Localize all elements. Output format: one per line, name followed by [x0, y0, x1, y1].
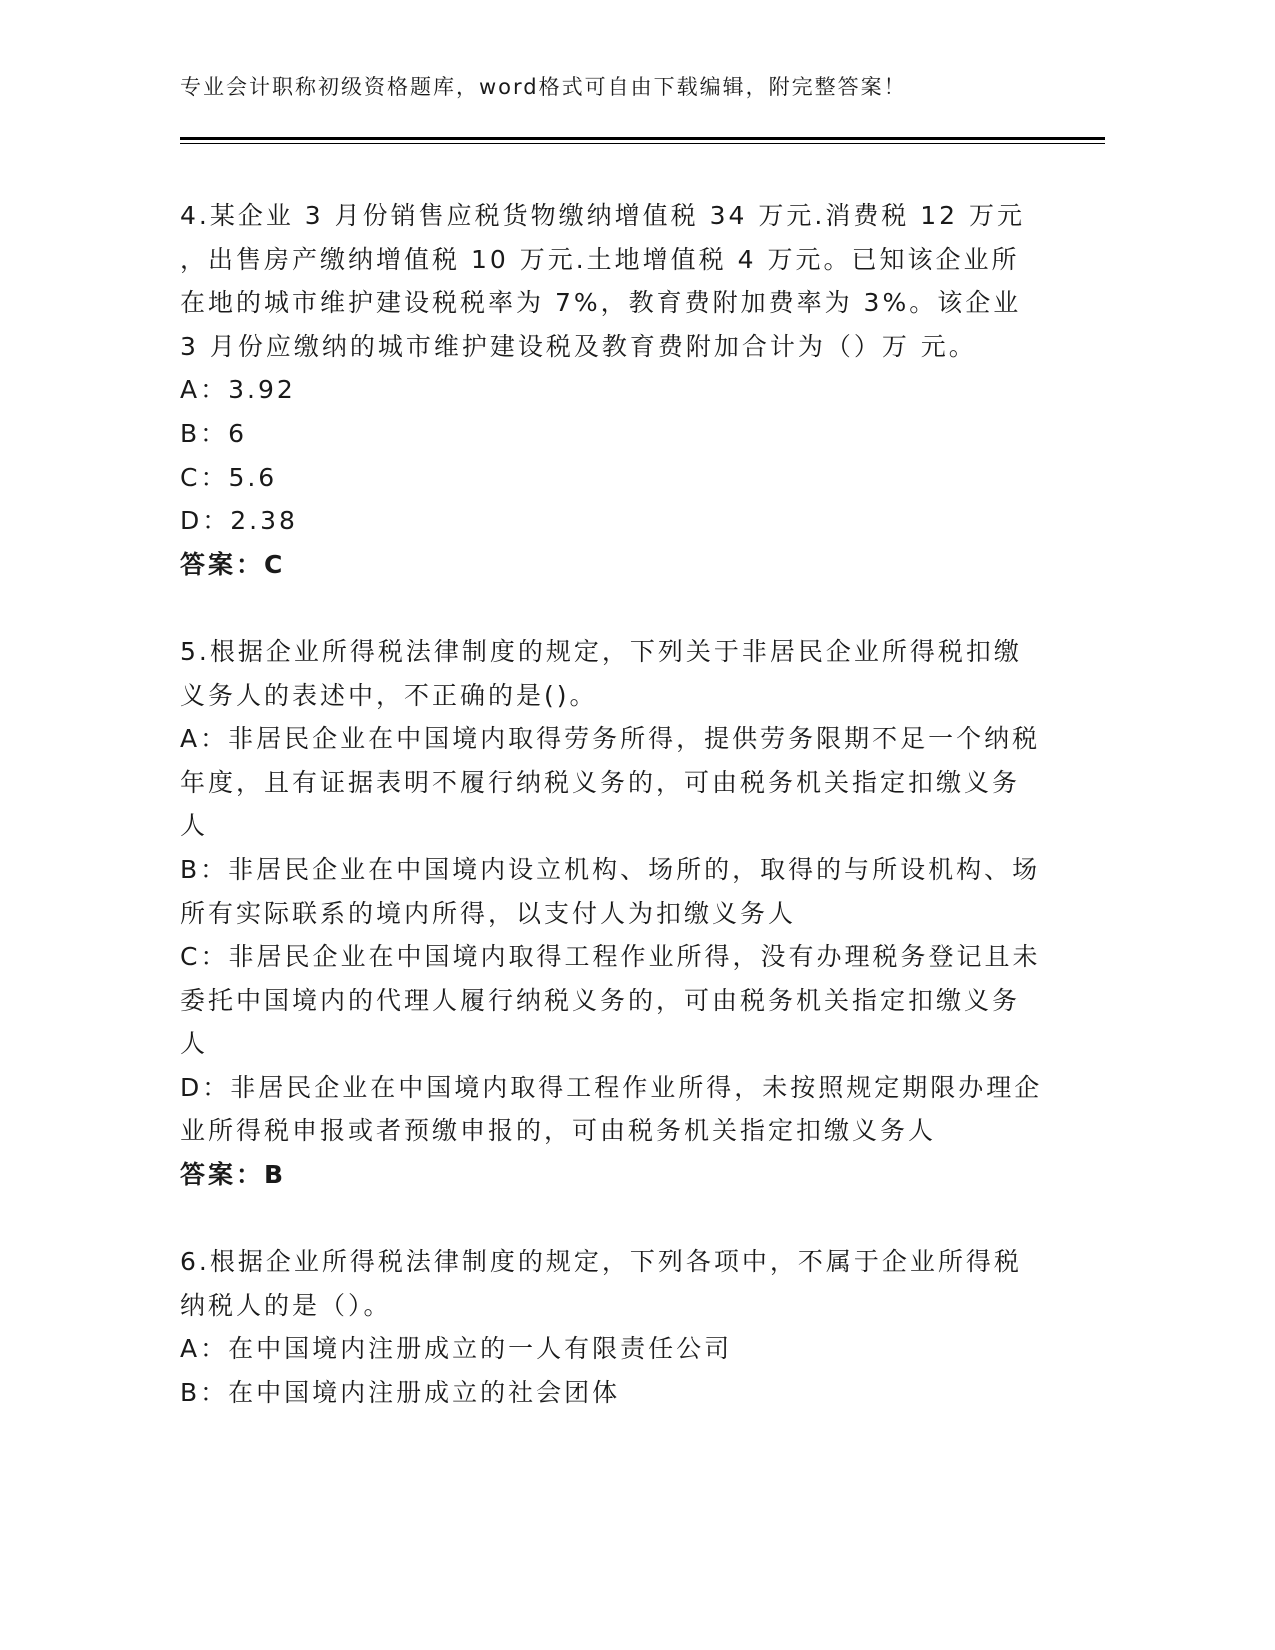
- page-header: 专业会计职称初级资格题库，word格式可自由下载编辑，附完整答案！: [180, 75, 907, 99]
- option-line: 所有实际联系的境内所得，以支付人为扣缴义务人: [180, 898, 797, 928]
- option-a: [180, 717, 1040, 848]
- header-rule-thick: [180, 137, 1105, 140]
- option-line: C：非居民企业在中国境内取得工程作业所得，没有办理税务登记且未: [180, 942, 1041, 972]
- answer-line: 答案：B: [180, 1160, 287, 1190]
- question-5: [180, 630, 1043, 1197]
- question-list: [180, 194, 1043, 1415]
- question-spacer: [180, 586, 1040, 630]
- option-b: B：在中国境内注册成立的社会团体: [180, 1378, 621, 1408]
- question-stem-line: 5.根据企业所得税法律制度的规定，下列关于非居民企业所得税扣缴: [180, 636, 1022, 666]
- question-4: [180, 194, 1040, 586]
- question-stem-line: 6.根据企业所得税法律制度的规定，下列各项中，不属于企业所得税: [180, 1247, 1022, 1277]
- question-stem-line: 义务人的表述中，不正确的是()。: [180, 680, 598, 710]
- option-d: D：2.38: [180, 506, 298, 536]
- option-b: B：6: [180, 418, 248, 448]
- question-stem-line: ，出售房产缴纳增值税 10 万元.土地增值税 4 万元。已知该企业所: [180, 244, 1020, 274]
- option-line: 人: [180, 1029, 209, 1059]
- answer-line: 答案：C: [180, 549, 286, 579]
- option-b: [180, 848, 1040, 935]
- header-rule-thin: [180, 143, 1105, 144]
- option-c: C：5.6: [180, 462, 278, 492]
- question-stem-line: 在地的城市维护建设税税率为 7%，教育费附加费率为 3%。该企业: [180, 288, 1022, 318]
- option-line: 年度，且有证据表明不履行纳税义务的，可由税务机关指定扣缴义务: [180, 767, 1021, 797]
- option-line: D：非居民企业在中国境内取得工程作业所得，未按照规定期限办理企: [180, 1072, 1043, 1102]
- option-a: A：在中国境内注册成立的一人有限责任公司: [180, 1334, 733, 1364]
- question-stem-line: 3 月份应缴纳的城市维护建设税及教育费附加合计为（）万 元。: [180, 331, 977, 361]
- option-line: 人: [180, 811, 209, 841]
- option-a: A：3.92: [180, 375, 296, 405]
- option-line: 委托中国境内的代理人履行纳税义务的，可由税务机关指定扣缴义务: [180, 985, 1021, 1015]
- question-spacer: [180, 1197, 1040, 1241]
- option-c: [180, 935, 1040, 1066]
- question-6: [180, 1240, 1040, 1414]
- option-line: A：非居民企业在中国境内取得劳务所得，提供劳务限期不足一个纳税: [180, 724, 1041, 754]
- option-line: 业所得税申报或者预缴申报的，可由税务机关指定扣缴义务人: [180, 1116, 937, 1146]
- option-line: B：非居民企业在中国境内设立机构、场所的，取得的与所设机构、场: [180, 854, 1041, 884]
- option-d: [180, 1066, 1043, 1153]
- question-stem-line: 4.某企业 3 月份销售应税货物缴纳增值税 34 万元.消费税 12 万元: [180, 201, 1026, 230]
- question-stem-line: 纳税人的是（）。: [180, 1290, 392, 1320]
